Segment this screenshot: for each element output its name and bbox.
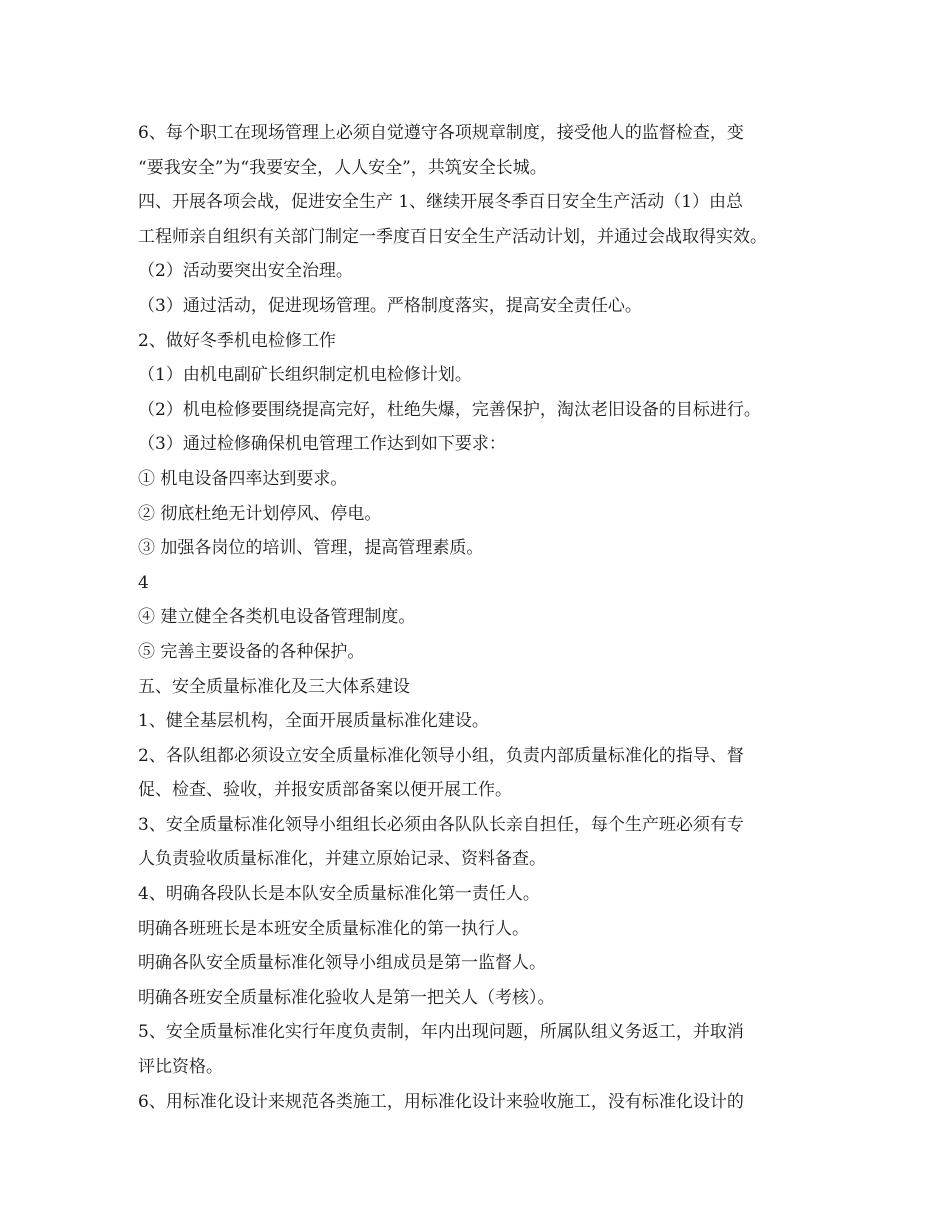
section-heading: 五、安全质量标准化及三大体系建设 <box>138 676 410 697</box>
document-body <box>138 116 838 1119</box>
text-line: （3）通过检修确保机电管理工作达到如下要求： <box>138 434 506 455</box>
text-line: （2）机电检修要围绕提高完好，杜绝失爆，完善保护，淘汰老旧设备的目标进行。 <box>138 399 761 420</box>
text-line: ③ 加强各岗位的培训、管理，提高管理素质。 <box>138 538 484 559</box>
text-line: 6、用标准化设计来规范各类施工，用标准化设计来验收施工，没有标准化设计的 <box>138 1091 744 1112</box>
text-line: （1）由机电副矿长组织制定机电检修计划。 <box>138 365 472 386</box>
text-line: ⑤ 完善主要设备的各种保护。 <box>138 641 365 662</box>
text-line: 2、各队组都必须设立安全质量标准化领导小组，负责内部质量标准化的指导、督 <box>138 745 744 766</box>
text-line: 4、明确各段队长是本队安全质量标准化第一责任人。 <box>138 884 540 905</box>
text-line: 1、健全基层机构，全面开展质量标准化建设。 <box>138 711 489 732</box>
text-line: “要我安全”为“我要安全，人人安全”，共筑安全长城。 <box>138 157 547 178</box>
text-line: 6、每个职工在现场管理上必须自觉遵守各项规章制度，接受他人的监督检查，变 <box>138 123 744 143</box>
text-line: 人负责验收质量标准化，并建立原始记录、资料备查。 <box>138 849 546 870</box>
text-line: 明确各班安全质量标准化验收人是第一把关人（考核）。 <box>138 987 555 1008</box>
text-line: 5、安全质量标准化实行年度负责制，年内出现问题，所属队组义务返工，并取消 <box>138 1022 744 1043</box>
text-line: （3）通过活动，促进现场管理。严格制度落实，提高安全责任心。 <box>138 295 642 316</box>
text-line: ② 彻底杜绝无计划停风、停电。 <box>138 503 382 524</box>
text-line: 四、开展各项会战，促进安全生产 1、继续开展冬季百日安全生产活动（1）由总 <box>138 192 744 213</box>
text-line: 3、安全质量标准化领导小组组长必须由各队队长亲自担任，每个生产班必须有专 <box>138 814 744 835</box>
text-line: ④ 建立健全各类机电设备管理制度。 <box>138 607 416 628</box>
text-line: 明确各队安全质量标准化领导小组成员是第一监督人。 <box>138 953 546 974</box>
text-line: 工程师亲自组织有关部门制定一季度百日安全生产活动计划，并通过会战取得实效。 <box>138 226 767 247</box>
page-number: 4 <box>138 572 149 593</box>
text-line: （2）活动要突出安全治理。 <box>138 261 353 282</box>
text-line: 2、做好冬季机电检修工作 <box>138 330 336 351</box>
text-line: 明确各班班长是本班安全质量标准化的第一执行人。 <box>138 918 529 939</box>
text-line: 促、检查、验收，并报安质部备案以便开展工作。 <box>138 780 512 801</box>
text-line: 评比资格。 <box>138 1057 223 1078</box>
text-line: ① 机电设备四率达到要求。 <box>138 468 348 489</box>
